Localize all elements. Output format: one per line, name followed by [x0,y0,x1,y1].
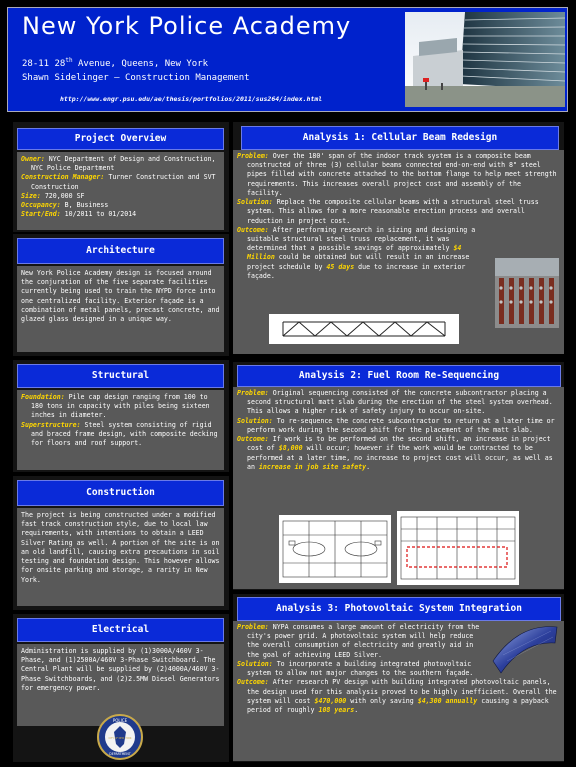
analysis2-outcome: Outcome: If work is to be performed on the second shift, an increase in project cost of $8,000 will occur; however if the work would be contracted to be performed at a later time, no increase to project cost will occur, as well as an increase in job site safety. [237,435,553,471]
analysis3-heading: Analysis 3: Photovoltaic System Integration [237,597,561,621]
building-photo [405,12,565,107]
foundation-row: Foundation: Pile cap design ranging from 100 to 180 tons in capacity with piles being sixteen inches in diameter. [21,393,210,420]
badge-line-3: CITY OF NEW YORK [108,737,132,740]
fuel-room-plan-drawing [279,515,391,583]
analysis2-panel [233,362,564,590]
badge-line-1: POLICE [112,718,128,723]
analysis3-body [233,621,564,761]
poster-header [7,7,568,112]
electrical-body: Administration is supplied by (1)3000A/460V 3-Phase, and (1)2500A/460V 3-Phase Switchboard. The Central Plant will be supplied by (2)4000A/460V 3-Phase Switchboards, and (2)2.5MW Diesel Generators for emergency power. [17,644,224,726]
architecture-heading: Architecture [17,238,224,264]
structural-body [17,390,224,470]
occupancy-row: Occupancy: B, Business [21,201,109,210]
structural-panel [13,360,229,472]
analysis3-problem: Problem: NYPA consumes a large amount of electricity from the city's power grid. A photovoltaic system will help reduce the overall consumption of electricity and greatly aid in the goal of achieving LEED Silver. [237,623,480,659]
analysis3-solution: Solution: To incorporate a building integrated photovoltaic system to allow not major changes to the southern façade. [237,659,474,678]
analysis2-body [233,387,564,589]
cellular-beam-photo [495,258,559,328]
portfolio-url[interactable]: http://www.engr.psu.edu/ae/thesis/portfolios/2011/sus264/index.html [60,95,323,103]
badge-line-2: DEPARTMENT [109,752,131,756]
analysis2-problem: Problem: Original sequencing consisted of the concrete subcontractor placing a second structural matt slab during the erection of the steel system overhead. This allows a higher risk of safety injury to occur on-site. [237,389,553,416]
analysis1-heading: Analysis 1: Cellular Beam Redesign [241,126,559,150]
overview-heading: Project Overview [17,128,224,150]
superstructure-row: Superstructure: Steel system consisting of rigid and braced frame design, with composite decking for floors and roof support. [21,420,218,448]
analysis1-panel [233,122,564,354]
schedule-row: Start/End: 10/2011 to 01/2014 [21,210,137,219]
construction-body: The project is being constructed under a modified fast track construction style, due to local law requirements, with intentions to obtain a LEED Silver Rating as well. A portion of the site is on an old landfill, causing extra precautions in soil testing and foundation design. This however allows for onsite parking and storage, a rarity in New York. [17,508,224,606]
owner-row: Owner: NYC Department of Design and Construction, NYC Police Department [21,155,216,173]
address-suffix: Avenue, Queens, New York [72,59,209,69]
address [22,57,208,69]
analysis1-problem: Problem: Over the 180' span of the indoor track system is a composite beam constructed of three (3) cellular beams connected end-on-end with 8" steel pipes filled with concrete attached to the bottom flange to help meet strength requirements. This increases overall project cost and assembly of the facility. [237,152,557,197]
truss-diagram [269,314,459,344]
architecture-panel [13,234,229,356]
analysis3-panel [233,594,564,762]
construction-heading: Construction [17,480,224,506]
address-sup: th [65,57,73,64]
analysis1-solution: Solution: Replace the composite cellular beams with a structural steel truss system. This allows for a more reasonable erection process and overall reduction in project cost. [237,198,539,225]
analysis2-heading: Analysis 2: Fuel Room Re-Sequencing [237,365,561,387]
overview-body [17,152,224,230]
electrical-heading: Electrical [17,618,224,642]
architecture-body: New York Police Academy design is focused around the conjuration of the five separate facilities currently being used to train the NYPD force into one centralized facility. Exterior façade is a combination of metal panels, precast concrete, and glazed glass designed in a unique way. [17,266,224,352]
nypd-badge-logo [96,714,144,760]
pv-panel-photo [489,621,561,675]
structural-heading: Structural [17,364,224,388]
size-row: Size: 720,000 SF [21,191,85,200]
analysis1-body [233,150,564,354]
cm-row: Construction Manager: Turner Construction and SVT Construction [21,173,216,191]
analysis1-outcome: Outcome: After performing research in sizing and designing a suitable structural steel truss replacement, it was determined that a possible savings of approximately $4 Million could be obtained but will result in an increase project schedule by 45 days due to increase in exterior façade. [237,225,476,280]
electrical-panel [13,614,229,762]
address-prefix: 28-11 28 [22,59,66,69]
author: Shawn Sidelinger – Construction Management [22,73,250,83]
poster-title: New York Police Academy [22,12,352,40]
analysis2-solution: Solution: To re-sequence the concrete subcontractor to return at a later time or perform work during the second shift for the placement of the matt slab. [237,416,555,434]
overview-panel [13,122,229,232]
analysis3-outcome: Outcome: After research PV design with building integrated photovoltaic panels, the design used for this analysis proved to be highly inefficient. Overall the system will cost $470,000 with only saving $4,300 annually causing a payback period of roughly 108 years. [237,678,557,714]
construction-panel [13,476,229,610]
fuel-room-section-drawing [397,511,519,585]
